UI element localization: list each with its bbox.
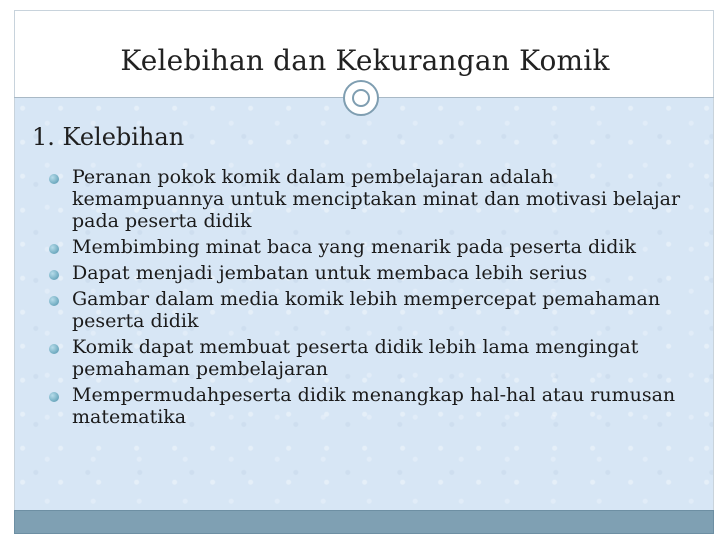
- circle-bullet-icon: [49, 244, 59, 254]
- bullet-item: [48, 336, 698, 380]
- ring-ornament-icon: [343, 80, 379, 116]
- circle-bullet-icon: [49, 296, 59, 306]
- circle-bullet-icon: [49, 270, 59, 280]
- bullet-text: Mempermudahpeserta didik menangkap hal-hal atau rumusan matematika: [72, 384, 676, 428]
- inner-ring: [352, 89, 370, 107]
- bullet-item: [48, 236, 698, 258]
- circle-bullet-icon: [49, 174, 59, 184]
- bullet-text: Gambar dalam media komik lebih mempercepat pemahaman peserta didik: [72, 288, 661, 332]
- bullet-list: [48, 166, 698, 432]
- slide-title: Kelebihan dan Kekurangan Komik: [120, 44, 610, 77]
- circle-bullet-icon: [49, 344, 59, 354]
- bullet-item: [48, 288, 698, 332]
- bullet-text: Dapat menjadi jembatan untuk membaca lebih serius: [72, 262, 588, 284]
- bullet-text: Peranan pokok komik dalam pembelajaran adalah kemampuannya untuk menciptakan minat dan motivasi belajar pada peserta didik: [72, 166, 681, 232]
- bullet-text: Komik dapat membuat peserta didik lebih lama mengingat pemahaman pembelajaran: [72, 336, 639, 380]
- bullet-item: [48, 262, 698, 284]
- footer-bar: [14, 510, 714, 534]
- bullet-text: Membimbing minat baca yang menarik pada peserta didik: [72, 236, 637, 258]
- section-heading: 1. Kelebihan: [32, 123, 185, 151]
- bullet-item: [48, 384, 698, 428]
- circle-bullet-icon: [49, 392, 59, 402]
- bullet-item: [48, 166, 698, 232]
